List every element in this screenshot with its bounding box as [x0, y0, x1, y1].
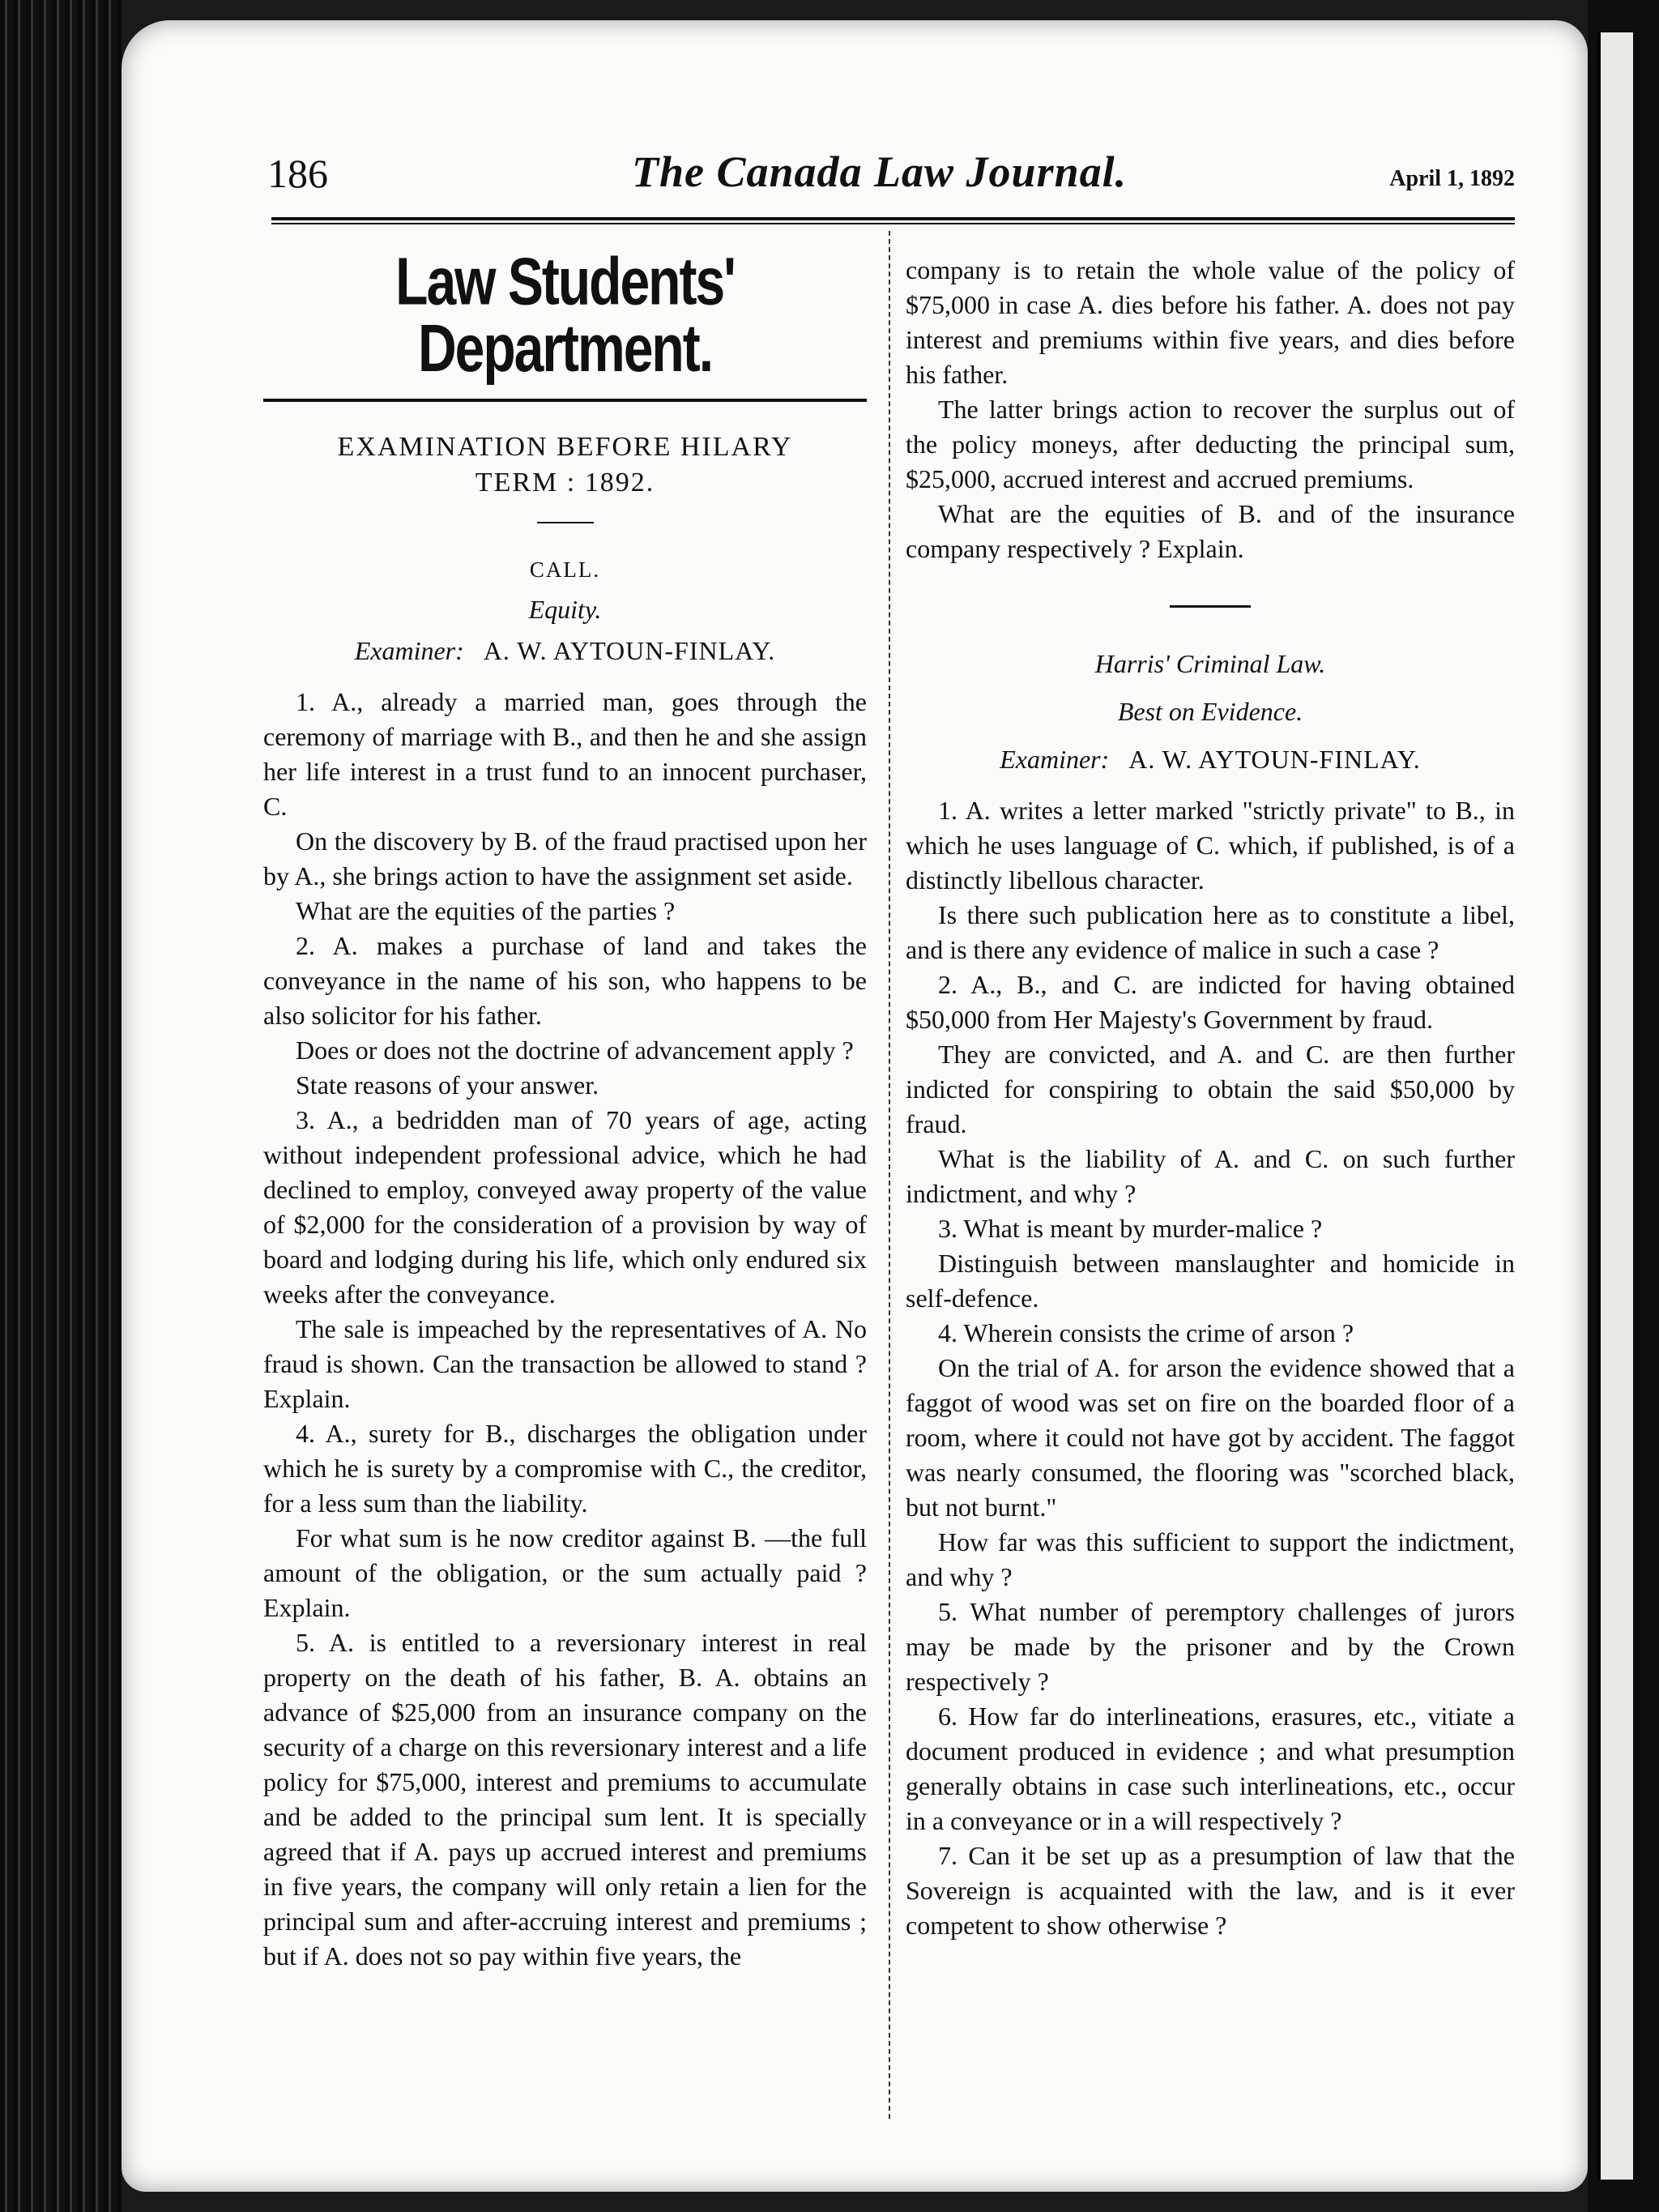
question-paragraph: They are convicted, and A. and C. are then further indicted for conspiring to obtain the said $50,000 by fraud. — [906, 1040, 1515, 1138]
exam-title-line-2: TERM : 1892. — [475, 468, 655, 497]
question-paragraph: 4. Wherein consists the crime of arson ? — [938, 1318, 1354, 1347]
header-rule — [271, 217, 1515, 224]
subject-equity: Equity. — [528, 595, 602, 624]
page-number: 186 — [267, 151, 328, 196]
question-paragraph: 1. A., already a married man, goes through the ceremony of marriage with B., and then he and she assign her life interest in a trust fund to an innocent purchaser, C. — [263, 687, 867, 821]
short-rule — [537, 522, 594, 523]
examiner-name: A. W. AYTOUN-FINLAY. — [1128, 745, 1421, 774]
column-divider — [889, 231, 890, 2119]
question-paragraph: What are the equities of the parties ? — [296, 896, 676, 925]
subject-evidence: Best on Evidence. — [1117, 697, 1303, 726]
exam-title-line-1: EXAMINATION BEFORE HILARY — [337, 432, 793, 462]
question-paragraph: The sale is impeached by the representatives of A. No fraud is shown. Can the transaction be allowed to stand ? Explain. — [263, 1314, 867, 1413]
question-paragraph: Does or does not the doctrine of advancement apply ? — [296, 1036, 854, 1065]
question-paragraph: 6. How far do interlineations, erasures, etc., vitiate a document produced in evidence ; and what presumption generally obtains in case such interlineations, etc., occur in a conveyance or in a will respectively ? — [906, 1702, 1515, 1835]
question-paragraph: 5. A. is entitled to a reversionary interest in real property on the death of his father, B. A. obtains an advance of $25,000 from an insurance company on the security of a charge on this reversionary interest and a life policy for $75,000, interest and premiums to accumulate and be added to the principal sum lent. It is specially agreed that if A. pays up accrued interest and premiums in five years, the company will only retain a lien for the principal sum and after-accruing interest and premiums ; but if A. does not so pay within five years, the — [263, 1628, 867, 1971]
subject-criminal-law: Harris' Criminal Law. — [1094, 649, 1326, 678]
department-title: Law Students' Department. — [395, 243, 735, 386]
question-paragraph: 4. A., surety for B., discharges the obligation under which he is surety by a compromise with C., the creditor, for a less sum than the liability. — [263, 1419, 867, 1518]
question-paragraph: For what sum is he now creditor against B. —the full amount of the obligation, or the sum actually paid ? Explain. — [263, 1523, 867, 1622]
question-paragraph: 7. Can it be set up as a presumption of law that the Sovereign is acquainted with the law, and is it ever competent to show otherwise ? — [906, 1841, 1515, 1940]
question-paragraph: 5. What number of peremptory challenges of jurors may be made by the prisoner and by the Crown respectively ? — [906, 1597, 1515, 1696]
question-paragraph: 2. A. makes a purchase of land and takes the conveyance in the name of his son, who happens to be also solicitor for his father. — [263, 931, 867, 1030]
journal-title: The Canada Law Journal. — [632, 147, 1128, 196]
question-paragraph: State reasons of your answer. — [296, 1070, 599, 1100]
department-rule — [263, 399, 867, 402]
question-paragraph: 2. A., B., and C. are indicted for having obtained $50,000 from Her Majesty's Government by fraud. — [906, 970, 1515, 1034]
scan-left-edge — [0, 0, 122, 2212]
question-paragraph: What is the liability of A. and C. on such further indictment, and why ? — [906, 1144, 1515, 1208]
question-paragraph: 3. What is meant by murder-malice ? — [938, 1214, 1323, 1243]
exam-title — [263, 429, 867, 501]
question-paragraph: On the discovery by B. of the fraud practised upon her by A., she brings action to have the assignment set aside. — [263, 826, 867, 890]
page-header — [267, 147, 1515, 207]
left-column — [263, 243, 867, 1974]
right-column — [906, 253, 1515, 1943]
examiner-line — [906, 742, 1515, 777]
adjacent-page-strip — [1597, 32, 1633, 2180]
continued-paragraph: What are the equities of B. and of the insurance company respectively ? Explain. — [906, 499, 1515, 563]
question-paragraph: On the trial of A. for arson the evidence showed that a faggot of wood was set on fire on the boarded floor of a room, where it could not have got by accident. The faggot was nearly consumed, the flooring was "scorched black, but not burnt." — [906, 1353, 1515, 1522]
question-paragraph: Distinguish between manslaughter and homicide in self-defence. — [906, 1249, 1515, 1313]
section-rule — [1170, 605, 1251, 608]
examiner-line — [263, 634, 867, 668]
issue-date: April 1, 1892 — [1389, 166, 1515, 191]
question-paragraph: 1. A. writes a letter marked "strictly private" to B., in which he uses language of C. which, if published, is of a distinctly libellous character. — [906, 796, 1515, 895]
question-paragraph: How far was this sufficient to support the indictment, and why ? — [906, 1527, 1515, 1591]
continued-paragraph: company is to retain the whole value of the policy of $75,000 in case A. dies before his father. A. does not pay interest and premiums within five years, and dies before his father. — [906, 255, 1515, 389]
section-label: CALL. — [529, 557, 601, 582]
question-paragraph: 3. A., a bedridden man of 70 years of age, acting without independent professional advice, which he had declined to employ, conveyed away property of the value of $2,000 for the consideration of a provision by way of board and lodging during his life, which only endured six weeks after the conveyance. — [263, 1105, 867, 1309]
scan-right-edge — [1588, 0, 1659, 2212]
question-paragraph: Is there such publication here as to constitute a libel, and is there any evidence of malice in such a case ? — [906, 900, 1515, 964]
examiner-label: Examiner: — [1000, 745, 1110, 774]
continued-paragraph: The latter brings action to recover the surplus out of the policy moneys, after deducting the principal sum, $25,000, accrued interest and accrued premiums. — [906, 395, 1515, 493]
examiner-label: Examiner: — [354, 636, 464, 665]
examiner-name: A. W. AYTOUN-FINLAY. — [483, 636, 776, 665]
